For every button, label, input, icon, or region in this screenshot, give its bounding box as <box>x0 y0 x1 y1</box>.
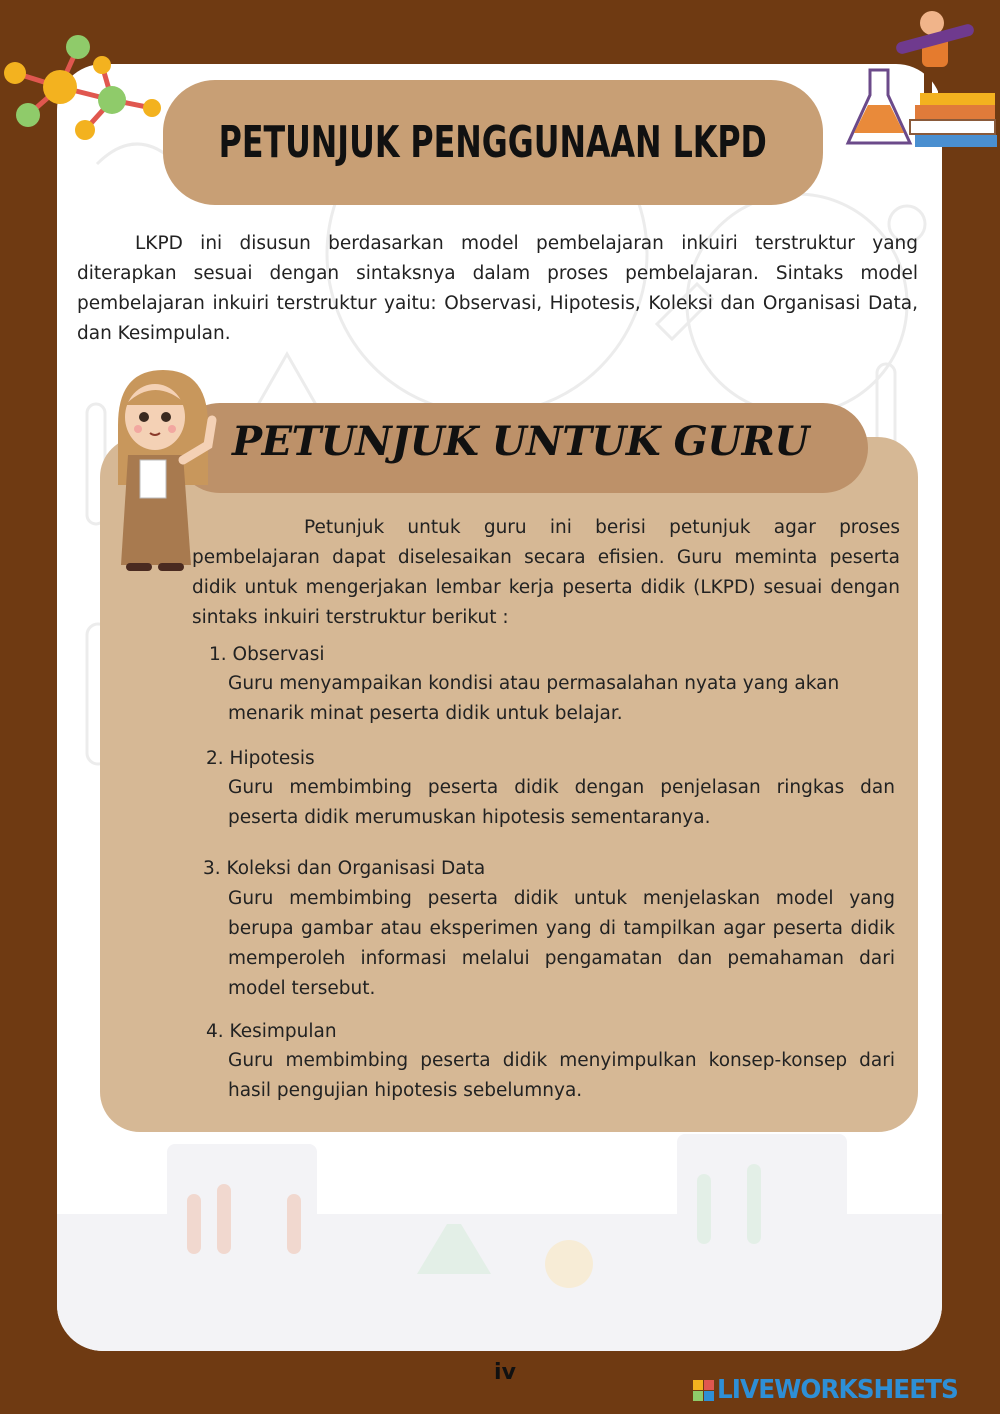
logo-grid-icon <box>693 1380 714 1401</box>
teacher-section-title: PETUNJUK UNTUK GURU <box>232 418 809 465</box>
step-title-kesimpulan: 4. Kesimpulan <box>206 1021 337 1042</box>
step-desc-hipotesis: Guru membimbing peserta didik dengan penjelasan ringkas dan peserta didik merumuskan hipotesis sementaranya. <box>228 777 895 828</box>
title-banner <box>163 80 823 205</box>
step-title-koleksi: 3. Koleksi dan Organisasi Data <box>203 858 486 879</box>
step-title-observasi: 1. Observasi <box>209 644 325 665</box>
step-title-hipotesis: 2. Hipotesis <box>206 748 315 769</box>
step-desc-koleksi: Guru membimbing peserta didik untuk menjelaskan model yang berupa gambar atau eksperimen yang di tampilkan agar peserta didik memperoleh informasi melalui pengamatan dan pemahaman dari model tersebut. <box>228 888 895 999</box>
intro-paragraph: LKPD ini disusun berdasarkan model pembelajaran inkuiri terstruktur yang diterapkan sesuai dengan sintaksnya dalam proses pembelajaran. Sintaks model pembelajaran inkuiri terstruktur yaitu: Observasi, Hipotesis, Koleksi dan Organisasi Data, dan Kesimpulan. <box>77 233 918 344</box>
logo-text: LIVEWORKSHEETS <box>717 1375 958 1405</box>
scientist-flask-icon <box>840 5 1000 155</box>
page-number: iv <box>494 1360 516 1385</box>
liveworksheets-logo[interactable] <box>693 1376 971 1404</box>
step-desc-kesimpulan: Guru membimbing peserta didik menyimpulkan konsep-konsep dari hasil pengujian hipotesis sebelumnya. <box>228 1050 895 1101</box>
teacher-intro-paragraph: Petunjuk untuk guru ini berisi petunjuk agar proses pembelajaran dapat diselesaikan secara efisien. Guru meminta peserta didik untuk mengerjakan lembar kerja peserta didik (LKPD) sesuai dengan sintaks inkuiri terstruktur berikut : <box>192 517 900 628</box>
step-desc-observasi: Guru menyampaikan kondisi atau permasalahan nyata yang akan menarik minat peserta didik untuk belajar. <box>228 673 840 724</box>
page-title: PETUNJUK PENGGUNAAN LKPD <box>218 117 768 168</box>
molecule-icon <box>0 15 170 145</box>
